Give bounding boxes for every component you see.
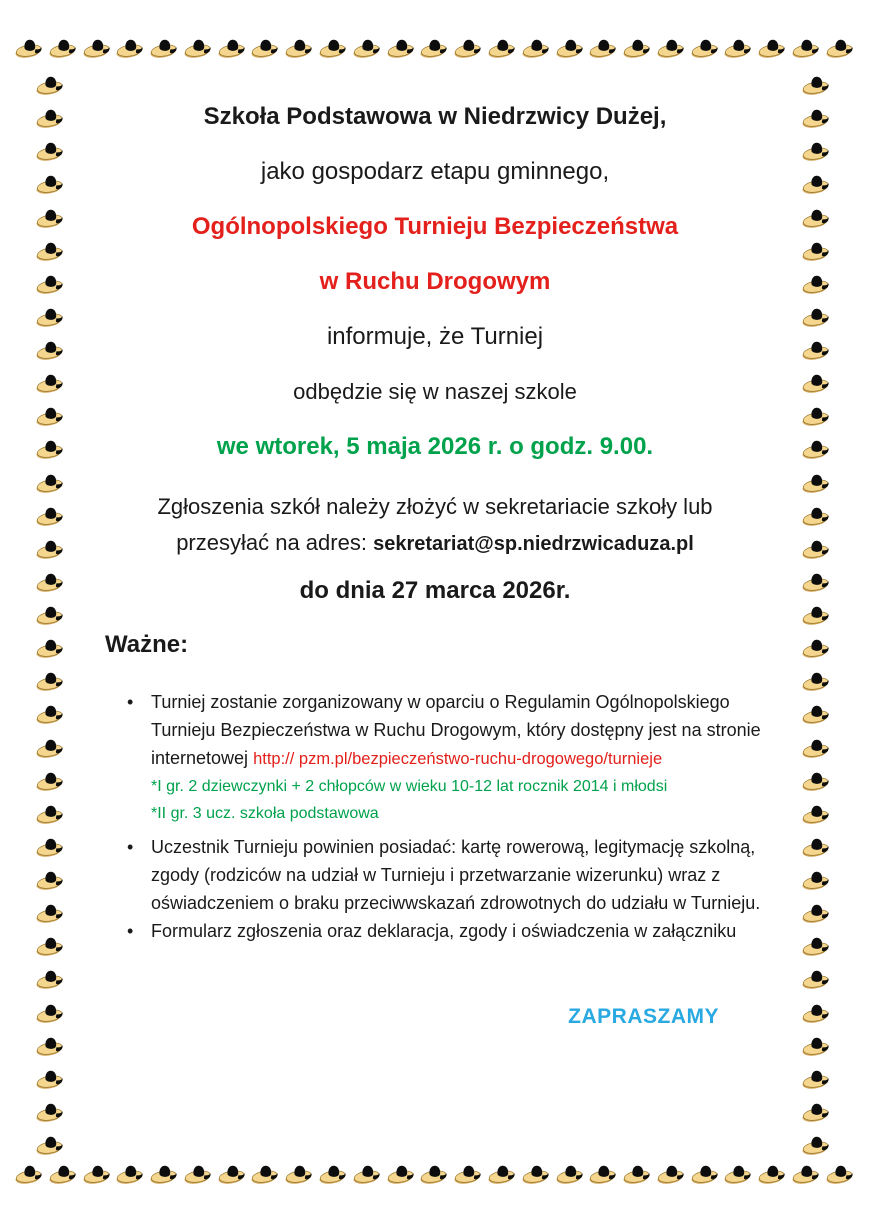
list-item [127,688,765,773]
sombrero-hat-icon [801,438,832,460]
sombrero-hat-icon [801,538,832,560]
sombrero-hat-icon [14,1163,45,1185]
host-line: jako gospodarz etapu gminnego, [260,158,610,185]
sombrero-hat-icon [35,240,66,262]
sombrero-hat-icon [35,438,66,460]
sombrero-hat-icon [35,173,66,195]
flyer-content [105,0,765,1029]
sombrero-hat-icon [801,571,832,593]
submission-deadline: do dnia 27 marca 2026r. [299,577,571,604]
sombrero-hat-icon [35,339,66,361]
submission-line1: Zgłoszenia szkół należy złożyć w sekretariacie szkoły lub [157,494,713,519]
sombrero-hat-icon [35,1035,66,1057]
sombrero-hat-icon [35,1101,66,1123]
sombrero-hat-icon [801,803,832,825]
sombrero-hat-icon [35,670,66,692]
sombrero-hat-icon [35,770,66,792]
sombrero-hat-icon [318,1163,349,1185]
sombrero-hat-icon [801,1101,832,1123]
sombrero-hat-icon [801,770,832,792]
sombrero-hat-icon [250,1163,281,1185]
sombrero-hat-icon [284,1163,315,1185]
sombrero-hat-icon [48,37,79,59]
sombrero-hat-icon [35,1068,66,1090]
sombrero-hat-icon [35,571,66,593]
sombrero-hat-icon [825,1163,856,1185]
bullet-dot-icon: • [127,837,134,857]
hat-border-bottom [14,1162,856,1186]
sombrero-hat-icon [14,37,45,59]
sombrero-hat-icon [35,836,66,858]
sombrero-hat-icon [35,372,66,394]
sombrero-hat-icon [801,902,832,924]
closing-text: ZAPRASZAMY [568,1005,719,1028]
sombrero-hat-icon [35,869,66,891]
sombrero-hat-icon [386,1163,417,1185]
sombrero-hat-icon [801,339,832,361]
sombrero-hat-icon [801,1002,832,1024]
sombrero-hat-icon [656,1163,687,1185]
sombrero-hat-icon [35,902,66,924]
sombrero-hat-icon [801,1068,832,1090]
sombrero-hat-icon [48,1163,79,1185]
sombrero-hat-icon [35,273,66,295]
submission-line2 [105,525,765,562]
school-name: Szkoła Podstawowa w Niedrzwicy Dużej, [203,103,667,130]
sombrero-hat-icon [453,1163,484,1185]
sombrero-hat-icon [352,1163,383,1185]
sombrero-hat-icon [622,1163,653,1185]
bullet-dot-icon: • [127,921,134,941]
sombrero-hat-icon [801,1035,832,1057]
sombrero-hat-icon [801,173,832,195]
list-item [127,833,765,917]
sombrero-hat-icon [801,737,832,759]
sombrero-hat-icon [801,140,832,162]
group2-note: *II gr. 3 ucz. szkoła podstawowa [151,805,379,822]
group1-note: *I gr. 2 dziewczynki + 2 chłopców w wieku 10-12 lat rocznik 2014 i młodsi [151,778,668,795]
sombrero-hat-icon [801,968,832,990]
sombrero-hat-icon [35,604,66,626]
sombrero-hat-icon [35,935,66,957]
hat-border-left [34,74,66,1156]
submission-line2-prefix: przesyłać na adres: [176,530,367,555]
sombrero-hat-icon [35,1134,66,1156]
bullet-dot-icon: • [127,692,134,712]
tournament-name-line1: Ogólnopolskiego Turnieju Bezpieczeństwa [191,213,679,240]
event-datetime: we wtorek, 5 maja 2026 r. o godz. 9.00. [216,433,654,460]
sombrero-hat-icon [35,306,66,328]
sombrero-hat-icon [801,240,832,262]
sombrero-hat-icon [35,74,66,96]
sombrero-hat-icon [35,405,66,427]
sombrero-hat-icon [115,1163,146,1185]
sombrero-hat-icon [35,538,66,560]
sombrero-hat-icon [723,1163,754,1185]
important-list-continued [105,833,765,945]
sombrero-hat-icon [801,935,832,957]
bullet1-text-body: Turniej zostanie zorganizowany w oparciu o Regulamin Ogólnopolskiego Turnieju Bezpieczeństwa w Ruchu Drogowym, który dostępny jest na stronie internetowej [151,692,761,768]
sombrero-hat-icon [35,107,66,129]
hat-border-right [800,74,832,1156]
sombrero-hat-icon [801,1134,832,1156]
list-item [127,917,765,945]
sombrero-hat-icon [217,1163,248,1185]
important-list [105,688,765,773]
sombrero-hat-icon [149,1163,180,1185]
sombrero-hat-icon [801,670,832,692]
sombrero-hat-icon [35,140,66,162]
sombrero-hat-icon [35,505,66,527]
sombrero-hat-icon [521,1163,552,1185]
sombrero-hat-icon [825,37,856,59]
sombrero-hat-icon [487,1163,518,1185]
sombrero-hat-icon [801,505,832,527]
sombrero-hat-icon [801,405,832,427]
sombrero-hat-icon [801,306,832,328]
regulation-url-link[interactable]: http:// pzm.pl/bezpieczeństwo-ruchu-drogowego/turnieje [253,750,663,768]
sombrero-hat-icon [801,637,832,659]
informs-line: informuje, że Turniej [326,323,544,350]
sombrero-hat-icon [183,1163,214,1185]
sombrero-hat-icon [801,107,832,129]
sombrero-hat-icon [801,869,832,891]
submission-email[interactable]: sekretariat@sp.niedrzwicaduza.pl [373,533,694,555]
venue-line: odbędzie się w naszej szkole [293,379,577,404]
sombrero-hat-icon [801,836,832,858]
sombrero-hat-icon [791,1163,822,1185]
sombrero-hat-icon [791,37,822,59]
sombrero-hat-icon [419,1163,450,1185]
important-heading: Ważne: [105,631,189,658]
sombrero-hat-icon [801,207,832,229]
bullet3-text: Formularz zgłoszenia oraz deklaracja, zgody i oświadczenia w załączniku [151,921,737,941]
tournament-name-line2: w Ruchu Drogowym [319,268,551,295]
sombrero-hat-icon [35,703,66,725]
sombrero-hat-icon [801,273,832,295]
sombrero-hat-icon [801,703,832,725]
sombrero-hat-icon [35,207,66,229]
sombrero-hat-icon [35,803,66,825]
sombrero-hat-icon [801,74,832,96]
bullet1-text [151,688,765,773]
sombrero-hat-icon [35,637,66,659]
sombrero-hat-icon [35,472,66,494]
sombrero-hat-icon [801,604,832,626]
sombrero-hat-icon [555,1163,586,1185]
sombrero-hat-icon [588,1163,619,1185]
sombrero-hat-icon [35,968,66,990]
sombrero-hat-icon [757,1163,788,1185]
sombrero-hat-icon [35,737,66,759]
sombrero-hat-icon [690,1163,721,1185]
sombrero-hat-icon [801,372,832,394]
sombrero-hat-icon [82,1163,113,1185]
sombrero-hat-icon [35,1002,66,1024]
bullet2-text: Uczestnik Turnieju powinien posiadać: kartę rowerową, legitymację szkolną, zgody (rodziców na udział w Turnieju i przetwarzanie wizerunku) wraz z oświadczeniem o braku przeciwwskazań zdrowotnych do udziału w Turnieju. [151,837,761,913]
sombrero-hat-icon [801,472,832,494]
